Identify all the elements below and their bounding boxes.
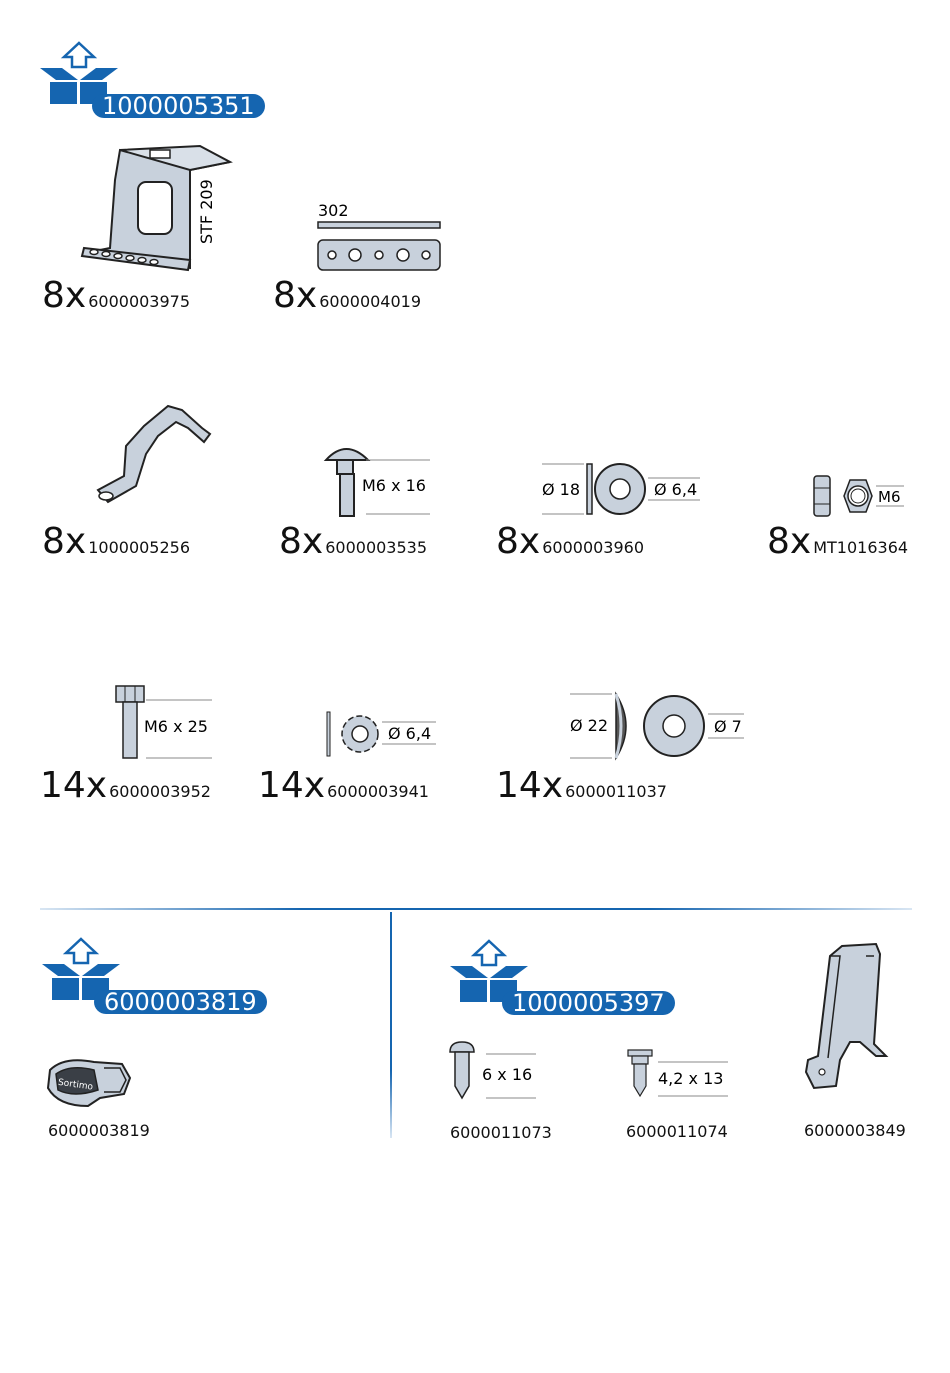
hex-nut-icon: [810, 470, 910, 520]
section-divider-horizontal: [40, 908, 912, 910]
carriage-bolt-icon: [320, 440, 440, 524]
pan-screw-icon: [446, 1040, 542, 1102]
part-label: M6: [878, 488, 901, 506]
part-quantity-line: 14x 6000011037: [496, 765, 667, 806]
section-divider-vertical: [390, 912, 392, 1138]
part-quantity-line: 8x 6000004019: [273, 275, 422, 316]
part-quantity-line: 14x 6000003952: [40, 765, 211, 806]
part-label: STF 209: [197, 179, 216, 244]
u-bracket-icon: [800, 940, 892, 1096]
part-code: 6000011074: [626, 1122, 728, 1141]
part-code: 6000011073: [450, 1123, 552, 1142]
part-label: M6 x 25: [144, 717, 208, 736]
washer-icon: [540, 460, 710, 520]
bracket-stf209-icon: [80, 140, 240, 280]
part-label: 302: [318, 201, 349, 220]
package-number: 1000005397: [502, 991, 675, 1015]
part-label-outer: Ø 22: [570, 716, 609, 735]
hex-tapping-screw-icon: [624, 1046, 734, 1100]
part-code: 6000003849: [804, 1121, 906, 1140]
part-quantity-line: 14x 6000003941: [258, 765, 429, 806]
part-label-inner: Ø 6,4: [654, 480, 698, 499]
package-number: 6000003819: [94, 990, 267, 1014]
part-label: Ø 6,4: [388, 724, 432, 743]
package-number: 1000005351: [92, 94, 265, 118]
brand-label: Sortimo: [57, 1077, 94, 1093]
part-quantity-line: 8x 6000003535: [279, 521, 428, 562]
lock-washer-icon: [324, 708, 444, 760]
part-label: 4,2 x 13: [658, 1069, 724, 1088]
part-quantity-line: 8x 6000003960: [496, 521, 645, 562]
part-quantity-line: 8x 6000003975: [42, 275, 191, 316]
hex-bolt-icon: [110, 682, 220, 764]
part-label: M6 x 16: [362, 476, 426, 495]
part-quantity-line: 8x MT1016364: [767, 521, 909, 562]
part-quantity-line: 8x 1000005256: [42, 521, 191, 562]
part-code: 6000003819: [48, 1121, 150, 1140]
sortimo-clip-icon: [44, 1054, 136, 1110]
part-label-outer: Ø 18: [542, 480, 581, 499]
bent-bracket-icon: [78, 398, 218, 518]
perforated-strip-icon: [310, 196, 450, 278]
part-label-inner: Ø 7: [714, 717, 742, 736]
rubber-washer-icon: [568, 690, 748, 762]
part-label: 6 x 16: [482, 1065, 533, 1084]
